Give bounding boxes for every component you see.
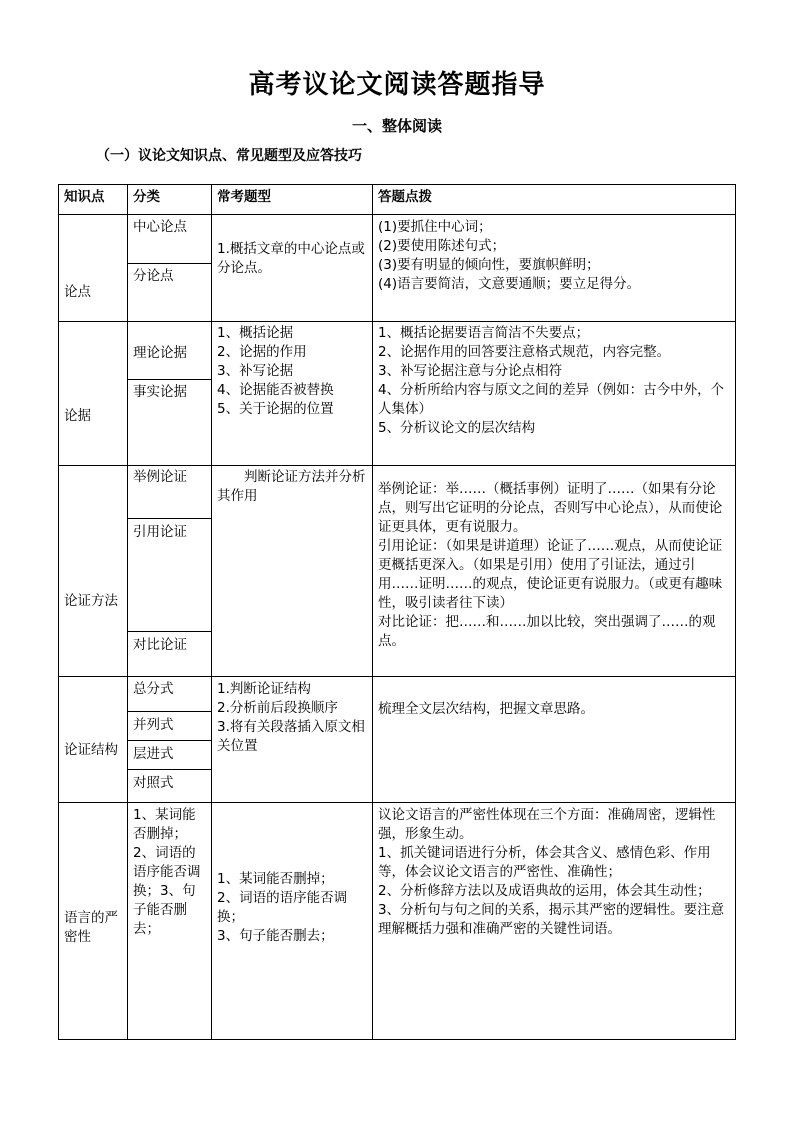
header-cell: 分类 bbox=[133, 189, 160, 205]
header-cell: 知识点 bbox=[64, 189, 105, 205]
category-cell: 事实论据 bbox=[133, 384, 187, 400]
tips-cell: 梳理全文层次结构，把握文章思路。 bbox=[378, 701, 594, 717]
tips-cell: 议论文语言的严密性体现在三个方面：准确周密，逻辑性强，形象生动。 1、抓关键词语进行分析，体会其含义、感情色彩、作用等，体会议论文语言的严密性、准确性； 2、分析修辞方法以及成语典故的运用，体会其生动性； 3、分析句与句之间的关系，揭示其严密的逻辑性。要注意理解概括力强和准确严密的关键性词语。 bbox=[378, 807, 725, 937]
question-cell: 1、某词能否删掉； 2、词语的语序能否调换； 3、句子能否删去； bbox=[217, 871, 348, 944]
question-cell: 1.判断论证结构 2.分析前后段换顺序 3.将有关段落插入原文相关位置 bbox=[217, 681, 365, 754]
table-divider bbox=[127, 740, 211, 741]
category-cell: 理论论据 bbox=[133, 345, 187, 361]
table-divider bbox=[127, 711, 211, 712]
tips-cell: (1)要抓住中心词； (2)要使用陈述句式； (3)要有明显的倾向性，要旗帜鲜明； (4)语言要简洁，文意要通顺；要立足得分。 bbox=[378, 219, 641, 292]
category-cell: 中心论点 bbox=[133, 219, 187, 235]
category-cell: 并列式 bbox=[133, 717, 174, 733]
topic-cell: 语言的严密性 bbox=[64, 910, 118, 945]
category-cell: 层进式 bbox=[133, 746, 174, 762]
question-cell: 1.概括文章的中心论点或分论点。 bbox=[217, 241, 365, 276]
category-cell: 总分式 bbox=[133, 681, 174, 697]
section-heading: 一、整体阅读 bbox=[351, 117, 442, 135]
topic-cell: 论点 bbox=[64, 284, 91, 300]
table-divider bbox=[127, 379, 211, 380]
table-divider bbox=[58, 802, 736, 803]
category-cell: 分论点 bbox=[133, 268, 174, 284]
table-divider bbox=[127, 631, 211, 632]
subsection-heading: （一）议论文知识点、常见题型及应答技巧 bbox=[96, 148, 362, 164]
question-cell: 1、概括论据 2、论据的作用 3、补写论据 4、论据能否被替换 5、关于论据的位置 bbox=[217, 325, 334, 417]
header-cell: 常考题型 bbox=[217, 189, 271, 205]
category-cell: 1、某词能否删掉；2、词语的语序能否调换；3、句子能否删去； bbox=[133, 807, 201, 937]
table-divider bbox=[127, 263, 211, 264]
category-cell: 举例论证 bbox=[133, 469, 187, 485]
header-cell: 答题点拨 bbox=[378, 189, 432, 205]
category-cell: 对比论证 bbox=[133, 637, 187, 653]
topic-cell: 论证方法 bbox=[64, 593, 118, 609]
table-divider bbox=[58, 214, 736, 215]
table-divider bbox=[58, 676, 736, 677]
category-cell: 引用论证 bbox=[133, 524, 187, 540]
category-cell: 对照式 bbox=[133, 775, 174, 791]
tips-cell: 1、概括论据要语言简洁不失要点； 2、论据作用的回答要注意格式规范，内容完整。 3、补写论据注意与分论点相符 4、分析所给内容与原文之间的差异（例如：古今中外，个人集体） 5、分析议论文的层次结构 bbox=[378, 325, 725, 436]
question-cell: 判断论证方法并分析其作用 bbox=[217, 469, 366, 504]
tips-cell: 举例论证：举……（概括事例）证明了……（如果有分论点，则写出它证明的分论点，否则写中心论点），从而使论证更具体，更有说服力。 引用论证：（如果是讲道理）论证了……观点，从而使论证更概括更深入。（如果是引用）使用了引证法，通过引用……证明……的观点，使论证更有说服力。（或更有趣味性，吸引读者往下读） 对比论证：把……和……加以比较，突出强调了……的观点。 bbox=[378, 481, 723, 649]
table-divider bbox=[127, 769, 211, 770]
table-divider bbox=[127, 518, 211, 519]
topic-cell: 论据 bbox=[64, 408, 91, 424]
page-title: 高考议论文阅读答题指导 bbox=[248, 70, 546, 100]
topic-cell: 论证结构 bbox=[64, 742, 118, 758]
